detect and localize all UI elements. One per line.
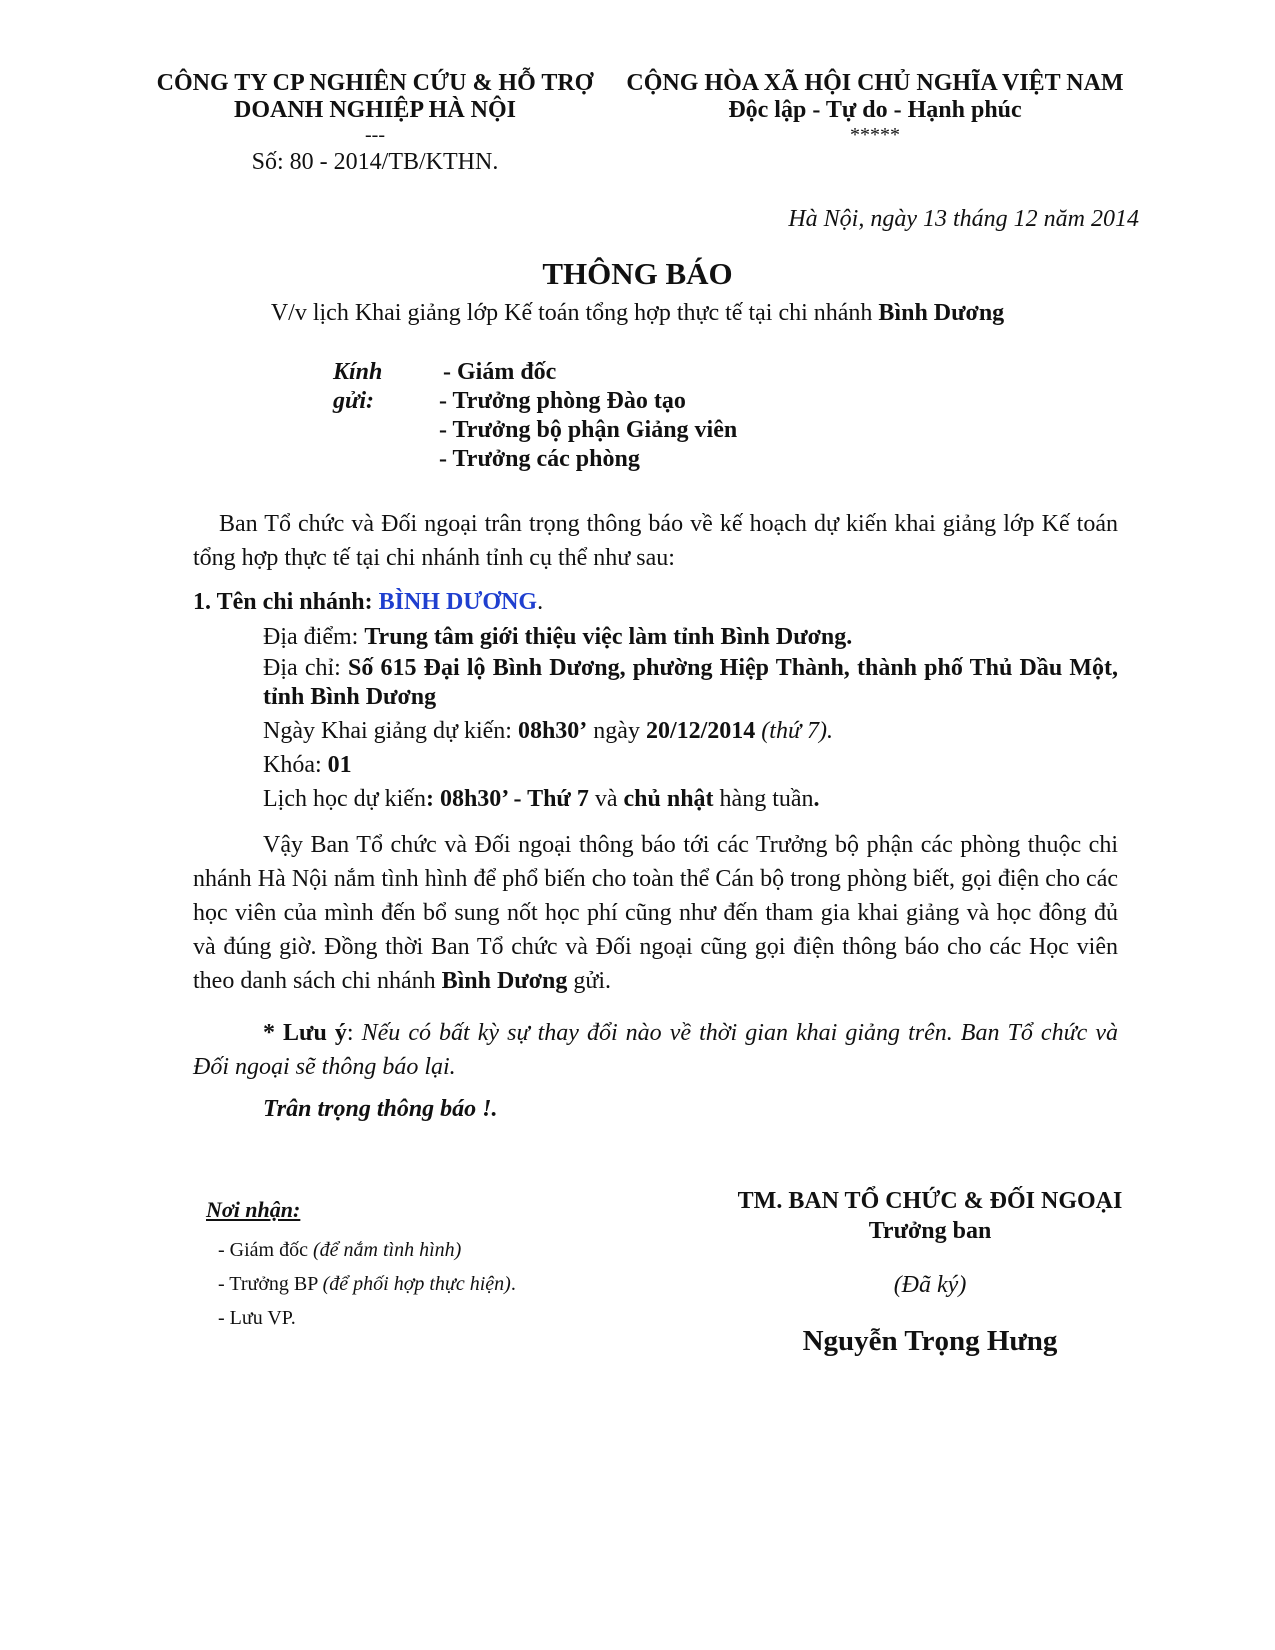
branch-label: 1. Tên chi nhánh:: [193, 589, 379, 615]
location-value: Trung tâm giới thiệu việc làm tỉnh Bình Dương.: [364, 624, 853, 650]
recipient-item: - Trưởng bộ phận Giảng viên: [439, 417, 738, 443]
receivers-title: Nơi nhận:: [206, 1197, 301, 1222]
branch-location: [263, 623, 1118, 652]
receivers-list: [218, 1233, 516, 1335]
course-value: 01: [327, 752, 352, 778]
main-paragraph-end: gửi.: [567, 968, 612, 994]
schedule-weekly: hàng tuần: [713, 786, 814, 812]
recipient-item: - Trưởng các phòng: [439, 446, 640, 472]
header-left: [150, 70, 600, 178]
national-title: CỘNG HÒA XÃ HỘI CHỦ NGHĨA VIỆT NAM: [626, 70, 1124, 96]
opening-mid: ngày: [587, 718, 646, 744]
receiver-item: - Lưu VP.: [218, 1307, 296, 1329]
class-schedule: [263, 785, 1118, 814]
address-value: Số 615 Đại lộ Bình Dương, phường Hiệp Thành, thành phố Thủ Dầu Một, tỉnh Bình Dương: [263, 655, 1118, 710]
course-number: [263, 751, 1118, 780]
main-paragraph-text: Vậy Ban Tổ chức và Đối ngoại thông báo tới các Trưởng bộ phận các phòng thuộc chi nhánh Hà Nội nắm tình hình để phổ biến cho toàn thể Cán bộ trong phòng biết, gọi điện cho các học viên của mình đến bổ sung nốt học phí cũng như đến tham gia khai giảng và học đông đủ và đúng giờ. Đồng thời Ban Tổ chức và Đối ngoại cũng gọi điện thông báo cho các Học viên theo danh sách chi nhánh: [193, 832, 1118, 994]
header-left-separator: ---: [365, 124, 385, 146]
closing-line: Trân trọng thông báo !.: [263, 1096, 498, 1122]
signature-block: [710, 1186, 1150, 1358]
note-paragraph: [193, 1016, 1118, 1084]
receiver-item: - Trưởng BP (để phối hợp thực hiện).: [218, 1273, 516, 1295]
branch-heading: [193, 589, 543, 616]
receivers-block: [206, 1197, 516, 1335]
document-date: Hà Nội, ngày 13 tháng 12 năm 2014: [788, 206, 1139, 232]
opening-time: 08h30’: [517, 718, 588, 744]
document-subtitle: [0, 300, 1275, 327]
signature-org: TM. BAN TỔ CHỨC & ĐỐI NGOẠI: [737, 1188, 1123, 1214]
opening-label: Ngày Khai giảng dự kiến:: [263, 718, 518, 744]
main-paragraph-branch: Bình Dương: [441, 968, 568, 994]
recipient-item: - Trưởng phòng Đào tạo: [439, 388, 686, 414]
subtitle-text: V/v lịch Khai giảng lớp Kế toán tổng hợp thực tế tại chi nhánh: [270, 300, 879, 326]
branch-name: BÌNH DƯƠNG: [378, 589, 538, 615]
signature-status: (Đã ký): [893, 1272, 967, 1298]
recipient-item: - Giám đốc: [443, 359, 557, 385]
intro-paragraph: Ban Tổ chức và Đối ngoại trân trọng thông báo về kế hoạch dự kiến khai giảng lớp Kế toán tổng hợp thực tế tại chi nhánh tỉnh cụ thể như sau:: [193, 511, 1118, 571]
note-colon: :: [346, 1020, 362, 1046]
company-name-line1: CÔNG TY CP NGHIÊN CỨU & HỖ TRỢ: [156, 70, 594, 96]
opening-date: [263, 717, 1118, 746]
note-text: Nếu có bất kỳ sự thay đổi nào về thời gian khai giảng trên. Ban Tổ chức và Đối ngoại sẽ thông báo lại.: [193, 1020, 1119, 1080]
recipients-label: Kính gửi:: [333, 359, 383, 414]
opening-date-value: 20/12/2014: [645, 718, 756, 744]
subtitle-branch: Bình Dương: [878, 300, 1005, 326]
company-name-line2: DOANH NGHIỆP HÀ NỘI: [233, 97, 517, 123]
course-label: Khóa:: [263, 752, 328, 778]
national-motto: Độc lập - Tự do - Hạnh phúc: [728, 97, 1022, 123]
document-title: THÔNG BÁO: [542, 256, 733, 291]
document-number: Số: 80 - 2014/TB/KTHN.: [251, 149, 499, 175]
header-right-separator: *****: [850, 124, 900, 146]
receiver-item: - Giám đốc (để nắm tình hình): [218, 1239, 462, 1261]
branch-name-suffix: .: [537, 589, 544, 615]
schedule-sunday: chủ nhật: [623, 786, 714, 812]
header-right: [615, 70, 1135, 146]
schedule-end: .: [813, 786, 820, 812]
schedule-and: và: [588, 786, 624, 812]
address-label: Địa chỉ:: [263, 655, 348, 681]
recipients-list: [439, 358, 939, 474]
location-label: Địa điểm:: [263, 624, 365, 650]
schedule-label: Lịch học dự kiến: [263, 786, 426, 812]
note-label: * Lưu ý: [263, 1020, 347, 1046]
signature-role: Trưởng ban: [868, 1218, 992, 1244]
opening-day: (thứ 7).: [755, 718, 834, 744]
main-paragraph: [193, 828, 1118, 998]
branch-address: [263, 654, 1118, 712]
schedule-time: : 08h30’ - Thứ 7: [425, 786, 589, 812]
signer-name: Nguyễn Trọng Hưng: [802, 1325, 1058, 1357]
